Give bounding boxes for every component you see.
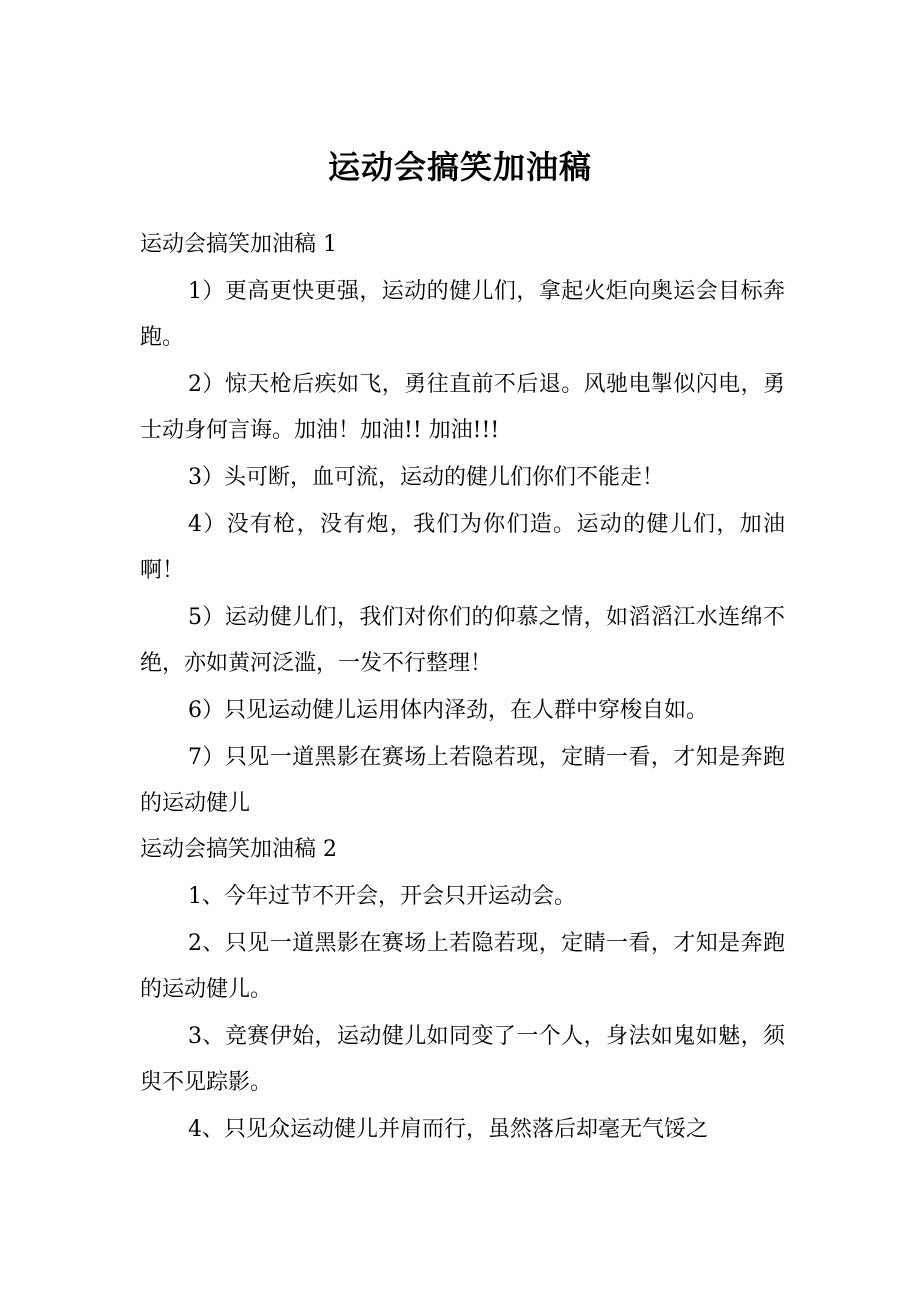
section-2 xyxy=(140,827,785,1153)
section-1 xyxy=(140,222,785,827)
list-item: 1）更高更快更强，运动的健儿们，拿起火炬向奥运会目标奔跑。 xyxy=(140,279,785,350)
list-item: 3）头可断，血可流，运动的健儿们你们不能走！ xyxy=(188,465,664,490)
document-body xyxy=(140,222,785,1153)
section-heading: 运动会搞笑加油稿 1 xyxy=(140,232,337,257)
list-item: 1、今年过节不开会，开会只开运动会。 xyxy=(188,884,576,909)
section-heading: 运动会搞笑加油稿 2 xyxy=(140,837,337,862)
list-item: 2、只见一道黑影在赛场上若隐若现，定睛一看，才知是奔跑的运动健儿。 xyxy=(140,931,785,1002)
document-title: 运动会搞笑加油稿 xyxy=(327,148,592,186)
list-item: 7）只见一道黑影在赛场上若隐若现，定睛一看，才知是奔跑的运动健儿 xyxy=(140,745,785,816)
list-item: 3、竞赛伊始，运动健儿如同变了一个人，身法如鬼如魅，须臾不见踪影。 xyxy=(140,1024,785,1095)
list-item: 4、只见众运动健儿并肩而行，虽然落后却毫无气馁之 xyxy=(188,1117,708,1142)
list-item: 2）惊天枪后疾如飞，勇往直前不后退。风驰电掣似闪电，勇士动身何言诲。加油！加油!! 加油!!! xyxy=(140,372,785,443)
list-item: 5）运动健儿们，我们对你们的仰慕之情，如滔滔江水连绵不绝，亦如黄河泛滥，一发不行整理！ xyxy=(140,605,785,676)
list-item: 4）没有枪，没有炮，我们为你们造。运动的健儿们，加油啊！ xyxy=(140,512,785,583)
list-item: 6）只见运动健儿运用体内泽劲，在人群中穿梭自如。 xyxy=(188,698,708,723)
